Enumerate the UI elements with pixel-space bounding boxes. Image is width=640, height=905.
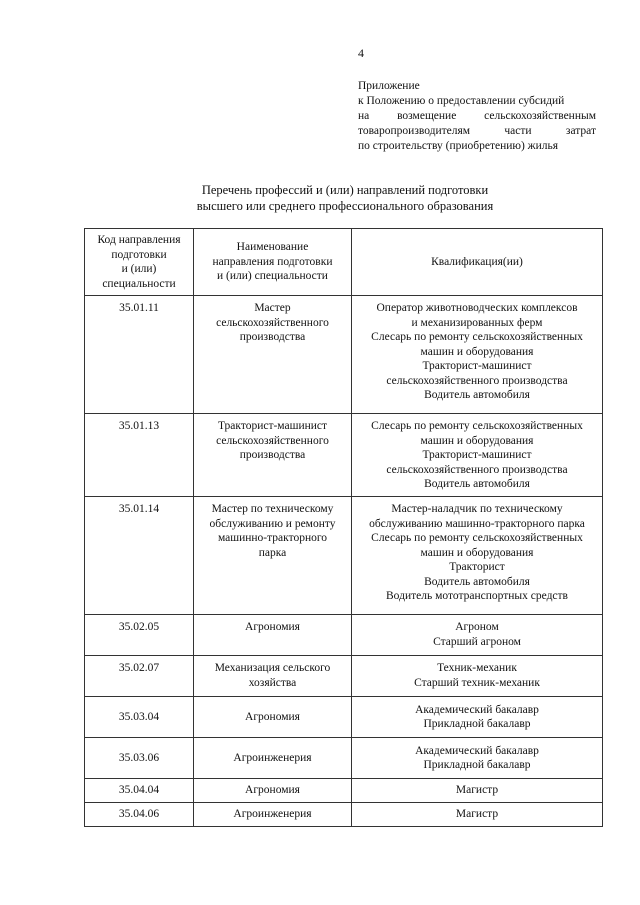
cell-code: 35.03.04: [85, 697, 194, 738]
document-title: [150, 183, 540, 214]
qualification-line: сельскохозяйственного производства: [386, 374, 568, 387]
cell-qualifications: [352, 779, 603, 803]
cell-name-line: Мастер по техническому: [211, 503, 334, 515]
appendix-line: Приложение: [358, 80, 420, 92]
qualification-line: Техник-механик: [437, 662, 517, 674]
qualification-line: Тракторист-машинист: [422, 449, 532, 461]
header-code: [85, 229, 194, 296]
cell-name-line: обслуживанию и ремонту: [209, 517, 336, 530]
cell-name-line: сельскохозяйственного: [216, 434, 329, 447]
cell-code: 35.04.04: [85, 779, 194, 803]
cell-name-line: Агрономия: [245, 710, 300, 723]
cell-name-line: машинно-тракторного: [217, 532, 328, 544]
cell-code: 35.01.14: [85, 497, 194, 615]
qualification-line: Магистр: [455, 784, 499, 797]
document-title-line: Перечень профессий и (или) направлений подготовки: [201, 183, 489, 197]
cell-name-line: парка: [258, 546, 287, 559]
appendix-line: к Положению о предоставлении субсидий: [358, 95, 565, 107]
header-qualification: [352, 229, 603, 296]
cell-name: [194, 738, 352, 779]
table-header-row: [85, 229, 603, 296]
table-row: [85, 296, 603, 414]
qualification-line: Водитель мототранспортных средств: [386, 590, 568, 602]
qualification-line: и механизированных ферм: [411, 316, 543, 329]
appendix-line: на возмещение сельскохозяйственным: [358, 110, 596, 122]
qualification-line: обслуживанию машинно-тракторного парка: [369, 517, 585, 530]
page-number: 4: [358, 46, 364, 60]
appendix-line: товаропроизводителям части затрат: [358, 125, 596, 137]
header-qualification-line: Квалификация(ии): [431, 255, 523, 268]
table-row: [85, 656, 603, 697]
qualification-line: Слесарь по ремонту сельскохозяйственных: [371, 331, 583, 343]
cell-name-line: производства: [239, 449, 306, 461]
cell-qualifications: [352, 803, 603, 827]
qualification-line: Оператор животноводческих комплексов: [376, 302, 578, 314]
qualification-line: Водитель автомобиля: [424, 478, 530, 490]
cell-code: 35.01.13: [85, 414, 194, 497]
qualification-line: машин и оборудования: [420, 345, 534, 358]
qualification-line: Тракторист-машинист: [422, 360, 532, 372]
table-row: [85, 738, 603, 779]
qualification-line: машин и оборудования: [420, 434, 534, 447]
qualification-line: Академический бакалавр: [415, 744, 539, 757]
cell-code: 35.02.07: [85, 656, 194, 697]
table-row: [85, 779, 603, 803]
cell-name: [194, 656, 352, 697]
cell-name: [194, 296, 352, 414]
qualification-line: Тракторист: [449, 561, 505, 573]
document-title-line: высшего или среднего профессионального образования: [196, 198, 494, 213]
qualification-line: Старший техник-механик: [414, 676, 540, 689]
table-row: [85, 497, 603, 615]
qualification-line: сельскохозяйственного производства: [386, 463, 568, 476]
qualification-line: Магистр: [455, 808, 499, 821]
cell-name: [194, 803, 352, 827]
cell-name: [194, 414, 352, 497]
cell-name-line: Механизация сельского: [214, 662, 331, 674]
cell-qualifications: [352, 414, 603, 497]
header-name-line: направления подготовки: [212, 255, 333, 268]
table-row: [85, 803, 603, 827]
cell-name: [194, 615, 352, 656]
cell-name-line: сельскохозяйственного: [216, 316, 329, 329]
cell-qualifications: [352, 697, 603, 738]
cell-name-line: Агроинженерия: [233, 751, 312, 764]
header-name-line: и (или) специальности: [217, 270, 328, 283]
header-code-line: и (или): [121, 263, 157, 275]
cell-qualifications: [352, 497, 603, 615]
header-name: [194, 229, 352, 296]
cell-qualifications: [352, 296, 603, 414]
cell-name-line: хозяйства: [248, 676, 297, 689]
cell-qualifications: [352, 738, 603, 779]
header-code-line: специальности: [102, 277, 176, 290]
cell-code: 35.02.05: [85, 615, 194, 656]
appendix-header: [358, 79, 596, 154]
appendix-line: по строительству (приобретению) жилья: [358, 140, 559, 152]
qualification-line: машин и оборудования: [420, 546, 534, 559]
qualification-line: Старший агроном: [433, 635, 521, 648]
professions-table: [84, 228, 603, 827]
cell-code: 35.04.06: [85, 803, 194, 827]
header-code-line: Код направления: [97, 234, 181, 246]
qualification-line: Прикладной бакалавр: [423, 759, 531, 771]
cell-name-line: Агрономия: [245, 784, 300, 797]
table-row: [85, 414, 603, 497]
cell-qualifications: [352, 615, 603, 656]
cell-code: 35.03.06: [85, 738, 194, 779]
cell-name-line: производства: [239, 331, 306, 343]
qualification-line: Академический бакалавр: [415, 703, 539, 716]
qualification-line: Агроном: [455, 621, 499, 633]
cell-name-line: Агроинженерия: [233, 808, 312, 821]
qualification-line: Прикладной бакалавр: [423, 718, 531, 730]
cell-name-line: Мастер: [254, 302, 291, 314]
cell-name-line: Агрономия: [245, 621, 300, 633]
header-name-line: Наименование: [236, 241, 309, 254]
cell-name-line: Тракторист-машинист: [217, 420, 328, 432]
table-row: [85, 697, 603, 738]
header-code-line: подготовки: [111, 248, 167, 261]
cell-name: [194, 497, 352, 615]
qualification-line: Мастер-наладчик по техническому: [391, 503, 563, 515]
cell-qualifications: [352, 656, 603, 697]
table-row: [85, 615, 603, 656]
cell-name: [194, 697, 352, 738]
qualification-line: Слесарь по ремонту сельскохозяйственных: [371, 420, 583, 432]
qualification-line: Водитель автомобиля: [424, 575, 530, 588]
cell-code: 35.01.11: [85, 296, 194, 414]
qualification-line: Слесарь по ремонту сельскохозяйственных: [371, 532, 583, 544]
qualification-line: Водитель автомобиля: [424, 389, 530, 401]
cell-name: [194, 779, 352, 803]
